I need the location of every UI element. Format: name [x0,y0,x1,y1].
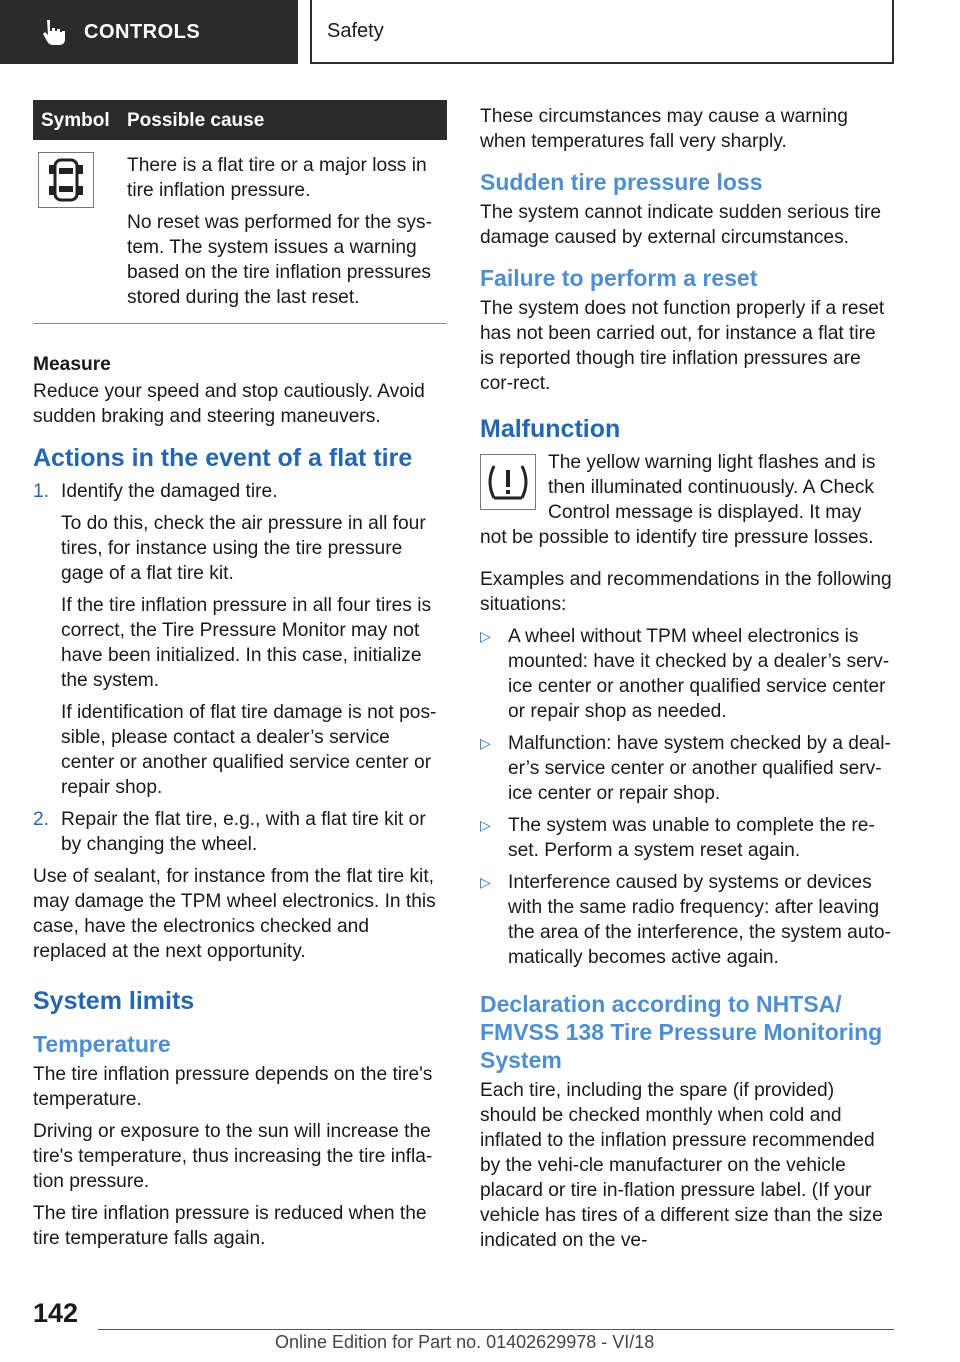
hand-pointer-icon [38,16,70,48]
table-header-symbol: Symbol [33,100,127,140]
subsection-header [310,0,894,64]
temperature-text: Driving or exposure to the sun will increase the tire's temperature, thus increasing the tire infla-tion pressure. [33,1121,433,1192]
temperature-text: These circumstances may cause a warning when temperatures fall very sharply. [480,106,848,152]
page-number: 142 [33,1298,79,1328]
section-tab [0,0,298,64]
sealant-text: Use of sealant, for instance from the flat tire kit, may damage the TPM wheel electronics. In this case, have the electronics checked and replaced at the next opportunity. [33,866,436,962]
step-number: 1. [33,481,50,502]
list-item: ▷ Malfunction: have system checked by a deal-er’s service center or another qualified serv-ice center or repair shop. [480,733,891,804]
footer-divider [98,1329,894,1330]
temperature-text: The tire inflation pressure depends on the tire's temperature. [33,1064,433,1110]
tire-warning-icon [480,454,536,510]
flat-tire-steps [33,479,447,857]
reset-failure-heading: Failure to perform a reset [480,265,758,291]
cause-text: There is a flat tire or a major loss in tire inflation pressure. [127,155,427,201]
temperature-text: The tire inflation pressure is reduced when the tire temperature falls again. [33,1203,427,1249]
symbol-table [33,100,447,324]
cause-cell [127,140,447,324]
symbol-cell [33,140,127,324]
declaration-heading: Declaration according to NHTSA/ FMVSS 138 Tire Pressure Monitoring System [480,991,883,1073]
table-header-cause: Possible cause [127,100,447,140]
step-text: Identify the damaged tire. [61,481,278,502]
list-item: ▷ A wheel without TPM wheel electronics is mounted: have it checked by a dealer’s serv-ice center or another qualified service center or repair shop as needed. [480,626,890,722]
list-item: ▷ Interference caused by systems or devices with the same radio frequency: after leaving the area of the interference, the system auto-matically becomes active again. [480,872,891,968]
list-item [33,807,447,857]
temperature-heading: Temperature [33,1031,171,1057]
triangle-bullet-icon: ▷ [480,874,491,890]
flat-tire-heading: Actions in the event of a flat tire [33,444,413,472]
examples-text: Examples and recommendations in the following situations: [480,569,892,615]
malfunction-block [480,450,892,557]
declaration-text: Each tire, including the spare (if provided) should be checked monthly when cold and inflated to the inflation pressure recommended by the vehi-cle manufacturer on the vehicle placard or tire in-flation pressure label. (If your vehicle has tires of a different size than the size indicated on the ve- [480,1080,883,1251]
list-item: ▷ The system was unable to complete the re-set. Perform a system reset again. [480,815,875,861]
edition-text: Online Edition for Part no. 01402629978 - VI/18 [275,1332,655,1352]
triangle-bullet-icon: ▷ [480,735,491,751]
triangle-bullet-icon: ▷ [480,628,491,644]
step-text: To do this, check the air pressure in all four tires, for instance using the tire pressure gage of a flat tire kit. [61,513,426,584]
sudden-loss-text: The system cannot indicate sudden serious tire damage caused by external circumstances. [480,202,882,248]
table-row [33,140,447,324]
malfunction-list [480,624,892,970]
list-item [33,479,447,800]
left-column [33,100,447,1258]
step-text: If the tire inflation pressure in all four tires is correct, the Tire Pressure Monitor may not have been initialized. In this case, initialize the system. [61,595,432,691]
step-text: If identification of flat tire damage is not pos-sible, please contact a dealer’s service center or another qualified service center or repair shop. [61,702,437,798]
cause-text: No reset was performed for the sys-tem. The system issues a warning based on the tire inflation pressures stored during the last reset. [127,212,432,308]
malfunction-text: The yellow warning light flashes and is then illuminated continuously. A Check Control message is displayed. It may not be possible to identify tire pressure losses. [480,452,876,548]
step-text: Repair the flat tire, e.g., with a flat tire kit or by changing the wheel. [61,809,426,855]
measure-text: Reduce your speed and stop cautiously. Avoid sudden braking and steering maneuvers. [33,381,425,427]
reset-failure-text: The system does not function properly if a reset has not been carried out, for instance a flat tire is reported though tire inflation pressures are cor-rect. [480,298,885,394]
sudden-loss-heading: Sudden tire pressure loss [480,169,763,195]
triangle-bullet-icon: ▷ [480,817,491,833]
malfunction-heading: Malfunction [480,415,621,443]
step-number: 2. [33,809,50,830]
subsection-title: Safety [327,19,384,42]
car-tire-symbol-icon [38,152,94,208]
right-column [480,104,892,1260]
measure-heading: Measure [33,354,111,375]
system-limits-heading: System limits [33,987,195,1015]
section-title: CONTROLS [84,20,201,43]
